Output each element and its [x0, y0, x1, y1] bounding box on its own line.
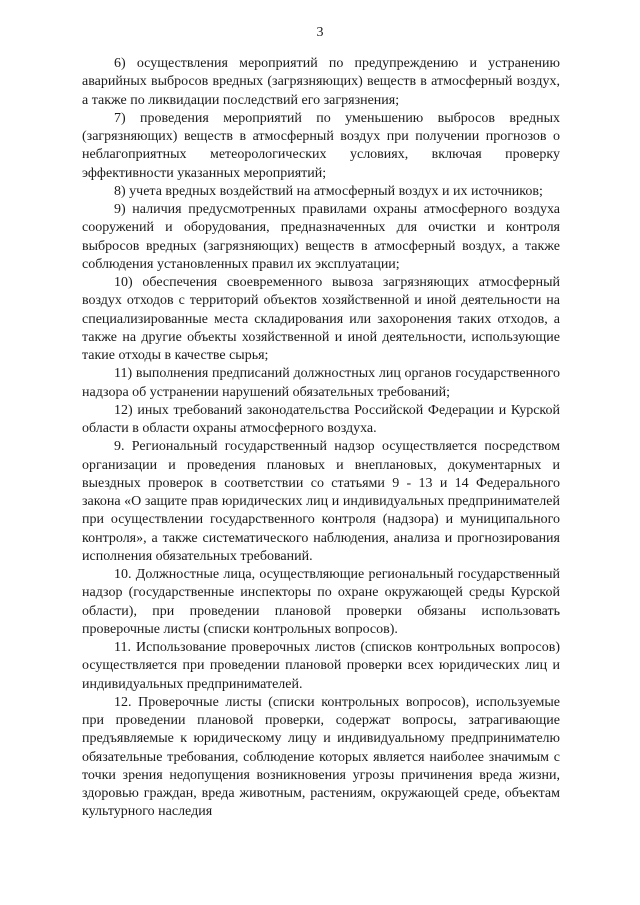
paragraph-section-9: 9. Региональный государственный надзор осуществляется посредством организации и проведения плановых и внеплановых, документарных и выездных проверок в соответствии со статьями 9 - 13 и 14 Федерального закона «О защите прав юридических лиц и индивидуальных предпринимателей при осуществлении государственного контроля (надзора) и муниципального контроля», а также систематического наблюдения, анализа и прогнозирования исполнения обязательных требований.	[82, 439, 560, 564]
paragraph-item-11: 11) выполнения предписаний должностных лиц органов государственного надзора об устранении нарушений обязательных требований;	[82, 366, 560, 400]
paragraph-section-12: 12. Проверочные листы (списки контрольных вопросов), используемые при проведении плановой проверки, содержат вопросы, затрагивающие предъявляемые к юридическому лицу и индивидуальному предпринимателю обязательные требования, соблюдение которых является наиболее значимым с точки зрения недопущения возникновения угрозы причинения вреда жизни, здоровью граждан, вреда животным, растениям, окружающей среде, объектам культурного наследия	[82, 694, 560, 820]
paragraph-section-11: 11. Использование проверочных листов (списков контрольных вопросов) осуществляется при проведении плановой проверки всех юридических лиц и индивидуальных предпринимателей.	[82, 640, 560, 692]
page-number: 3	[316, 25, 324, 40]
paragraph-item-10: 10) обеспечения своевременного вывоза загрязняющих атмосферный воздух отходов с территорий объектов хозяйственной и иной деятельности на специализированные места складирования или захоронения таких отходов, а также на другие объекты хозяйственной и иной деятельности, использующие такие отходы в качестве сырья;	[82, 275, 560, 363]
paragraph-item-6: 6) осуществления мероприятий по предупреждению и устранению аварийных выбросов вредных (загрязняющих) веществ в атмосферный воздух, а также по ликвидации последствий его загрязнения;	[82, 56, 560, 108]
paragraph-item-9: 9) наличия предусмотренных правилами охраны атмосферного воздуха сооружений и оборудования, предназначенных для очистки и контроля выбросов вредных (загрязняющих) веществ в атмосферный воздух, а также соблюдения установленных правил их эксплуатации;	[82, 202, 560, 272]
document-body	[82, 55, 560, 822]
paragraph-section-10: 10. Должностные лица, осуществляющие региональный государственный надзор (государственные инспекторы по охране окружающей среды Курской области), при проведении плановой проверки обязаны использовать проверочные листы (списки контрольных вопросов).	[82, 567, 560, 637]
paragraph-item-7: 7) проведения мероприятий по уменьшению выбросов вредных (загрязняющих) веществ в атмосферный воздух при получении прогнозов о неблагоприятных метеорологических условиях, включая проверку эффективности указанных мероприятий;	[82, 110, 560, 181]
paragraph-item-8: 8) учета вредных воздействий на атмосферный воздух и их источников;	[114, 183, 543, 199]
paragraph-item-12: 12) иных требований законодательства Российской Федерации и Курской области в области охраны атмосферного воздуха.	[82, 402, 560, 436]
